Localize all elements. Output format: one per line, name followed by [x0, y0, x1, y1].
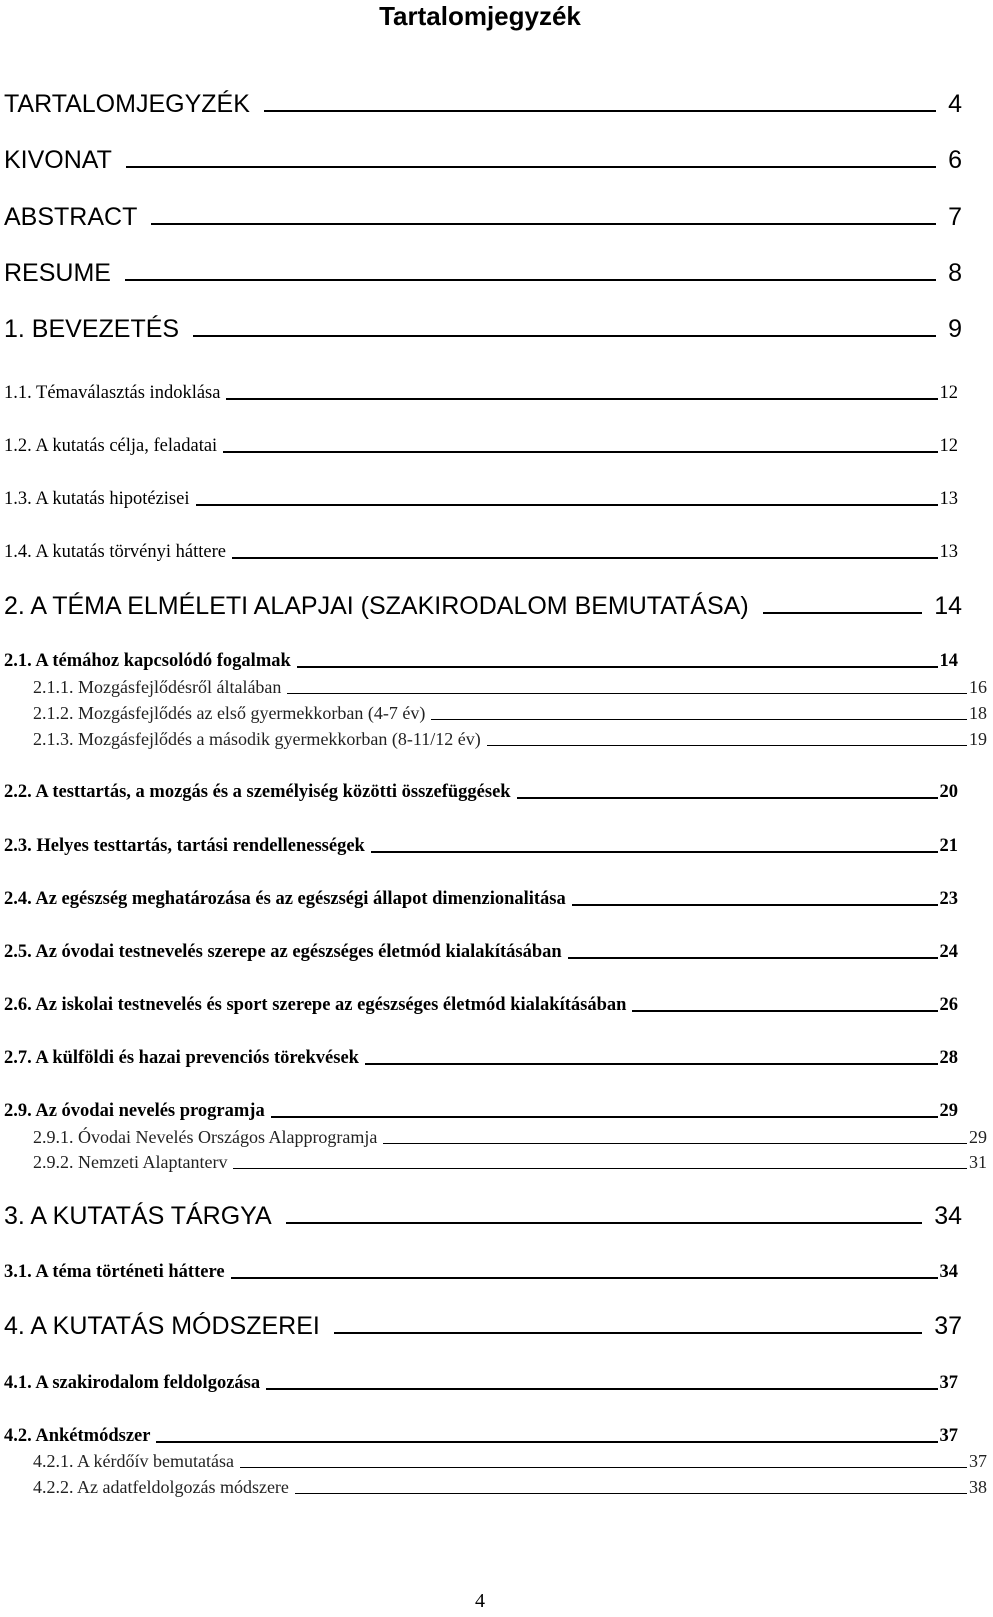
- toc-entry-page: 12: [939, 436, 958, 456]
- toc-entry[interactable]: [0, 1201, 964, 1231]
- toc-entry-page: 37: [934, 1312, 962, 1340]
- toc-entry-label: RESUME: [4, 259, 111, 287]
- toc-entry-label: 1.2. A kutatás célja, feladatai: [4, 436, 218, 456]
- toc-entry-page: 4: [948, 90, 962, 118]
- toc-entry-page: 29: [939, 1101, 958, 1121]
- toc-leader-line: [271, 1116, 938, 1118]
- toc-entry-page: 6: [948, 146, 962, 174]
- toc-entry[interactable]: [0, 541, 964, 563]
- page-number: 4: [475, 1590, 485, 1612]
- toc-leader-line: [264, 110, 936, 112]
- toc-entry-label: 3.1. A téma történeti háttere: [4, 1262, 225, 1282]
- toc-leader-line: [568, 957, 938, 959]
- toc-entry-label: 2.2. A testtartás, a mozgás és a személyiség közötti összefüggések: [4, 782, 511, 802]
- toc-entry-label: 1.3. A kutatás hipotézisei: [4, 489, 190, 509]
- toc-leader-line: [240, 1467, 967, 1468]
- toc-entry-page: 23: [939, 889, 958, 909]
- toc-entry-label: 2.3. Helyes testtartás, tartási rendellenességek: [4, 836, 365, 856]
- toc-entry[interactable]: [0, 781, 964, 803]
- toc-leader-line: [763, 612, 923, 614]
- toc-entry[interactable]: [0, 1311, 964, 1341]
- toc-entry-page: 34: [934, 1202, 962, 1230]
- toc-entry-label: 4.2.1. A kérdőív bemutatása: [33, 1451, 234, 1471]
- toc-entry-page: 26: [939, 995, 958, 1015]
- toc-leader-line: [572, 904, 938, 906]
- toc-entry-label: 1.4. A kutatás törvényi háttere: [4, 542, 226, 562]
- toc-entry-label: 2.6. Az iskolai testnevelés és sport szerepe az egészséges életmód kialakításában: [4, 995, 627, 1015]
- toc-entry-label: 4.2.2. Az adatfeldolgozás módszere: [33, 1477, 289, 1497]
- toc-entry[interactable]: [0, 1126, 993, 1148]
- toc-entry[interactable]: [0, 488, 964, 510]
- toc-entry-page: 37: [939, 1373, 958, 1393]
- toc-leader-line: [383, 1143, 967, 1144]
- toc-entry[interactable]: [0, 89, 964, 119]
- toc-entry[interactable]: [0, 941, 964, 963]
- toc-entry-label: 2.1.1. Mozgásfejlődésről általában: [33, 677, 282, 697]
- toc-entry[interactable]: [0, 1100, 964, 1122]
- toc-leader-line: [156, 1441, 937, 1443]
- toc-entry-label: 2.9. Az óvodai nevelés programja: [4, 1101, 265, 1121]
- toc-leader-line: [231, 1277, 938, 1279]
- toc-entry-page: 21: [939, 836, 958, 856]
- toc-entry-label: 2.1. A témához kapcsolódó fogalmak: [4, 651, 291, 671]
- page-title: Tartalomjegyzék: [379, 1, 581, 31]
- toc-leader-line: [286, 1222, 923, 1224]
- toc-entry-label: 2.4. Az egészség meghatározása és az egészségi állapot dimenzionalitása: [4, 889, 566, 909]
- toc-entry-page: 29: [969, 1127, 987, 1147]
- toc-leader-line: [295, 1493, 967, 1494]
- toc-entry[interactable]: [0, 676, 993, 698]
- toc-entry-page: 24: [939, 942, 958, 962]
- toc-entry[interactable]: [0, 702, 993, 724]
- toc-entry-page: 7: [948, 203, 962, 231]
- toc-entry-page: 13: [939, 489, 958, 509]
- toc-entry-label: 1. BEVEZETÉS: [4, 315, 180, 343]
- toc-leader-line: [371, 851, 938, 853]
- toc-leader-line: [125, 279, 936, 281]
- toc-entry-label: 2.9.2. Nemzeti Alaptanterv: [33, 1152, 228, 1172]
- toc-leader-line: [226, 398, 937, 400]
- toc-entry[interactable]: [0, 728, 993, 750]
- toc-entry[interactable]: [0, 435, 964, 457]
- toc-entry-label: 1.1. Témaválasztás indoklása: [4, 383, 221, 403]
- toc-leader-line: [431, 719, 967, 720]
- toc-leader-line: [632, 1010, 937, 1012]
- toc-entry[interactable]: [0, 1372, 964, 1394]
- toc-entry-label: ABSTRACT: [4, 203, 138, 231]
- toc-leader-line: [151, 223, 936, 225]
- toc-entry[interactable]: [0, 145, 964, 175]
- toc-leader-line: [233, 1168, 967, 1169]
- toc-entry-label: 2. A TÉMA ELMÉLETI ALAPJAI (SZAKIRODALOM BEMUTATÁSA): [4, 592, 749, 620]
- toc-entry-page: 19: [969, 729, 987, 749]
- toc-entry-label: 3. A KUTATÁS TÁRGYA: [4, 1202, 272, 1230]
- toc-entry[interactable]: [0, 835, 964, 857]
- toc-entry[interactable]: [0, 382, 964, 404]
- toc-entry[interactable]: [0, 650, 964, 672]
- toc-entry-page: 18: [969, 703, 987, 723]
- toc-entry[interactable]: [0, 888, 964, 910]
- toc-entry[interactable]: [0, 1151, 993, 1173]
- toc-leader-line: [126, 166, 936, 168]
- toc-entry-label: 2.1.2. Mozgásfejlődés az első gyermekkorban (4-7 év): [33, 703, 426, 723]
- toc-entry-page: 16: [969, 677, 987, 697]
- toc-leader-line: [266, 1388, 937, 1390]
- toc-entry-page: 38: [969, 1477, 987, 1497]
- toc-entry[interactable]: [0, 1047, 964, 1069]
- toc-entry[interactable]: [0, 1476, 993, 1498]
- toc-entry-page: 31: [969, 1152, 987, 1172]
- toc-entry-page: 34: [939, 1262, 958, 1282]
- toc-leader-line: [334, 1332, 922, 1334]
- toc-entry-page: 9: [948, 315, 962, 343]
- toc-entry-label: 2.1.3. Mozgásfejlődés a második gyermekkorban (8-11/12 év): [33, 729, 481, 749]
- toc-leader-line: [487, 745, 967, 746]
- toc-entry[interactable]: [0, 994, 964, 1016]
- toc-entry[interactable]: [0, 1450, 993, 1472]
- toc-entry-page: 28: [939, 1048, 958, 1068]
- toc-entry-label: TARTALOMJEGYZÉK: [4, 90, 250, 118]
- toc-entry[interactable]: [0, 202, 964, 232]
- toc-leader-line: [196, 504, 938, 506]
- toc-entry[interactable]: [0, 258, 964, 288]
- toc-entry-label: 4. A KUTATÁS MÓDSZEREI: [4, 1312, 320, 1340]
- toc-entry-label: 2.9.1. Óvodai Nevelés Országos Alapprogramja: [33, 1127, 378, 1147]
- toc-entry-page: 8: [948, 259, 962, 287]
- toc-leader-line: [297, 666, 938, 668]
- toc-entry-label: 4.1. A szakirodalom feldolgozása: [4, 1373, 261, 1393]
- toc-leader-line: [287, 693, 967, 694]
- toc-entry-label: 2.5. Az óvodai testnevelés szerepe az egészséges életmód kialakításában: [4, 942, 562, 962]
- toc-entry-label: 4.2. Ankétmódszer: [4, 1426, 151, 1446]
- toc-leader-line: [517, 797, 938, 799]
- toc-entry[interactable]: [0, 1261, 964, 1283]
- toc-entry-page: 37: [969, 1451, 987, 1471]
- toc-entry-page: 14: [939, 651, 958, 671]
- toc-entry-page: 14: [934, 592, 962, 620]
- toc-entry[interactable]: [0, 1425, 964, 1447]
- toc-entry-label: 2.7. A külföldi és hazai prevenciós törekvések: [4, 1048, 359, 1068]
- toc-leader-line: [232, 557, 938, 559]
- toc-entry[interactable]: [0, 591, 964, 621]
- toc-entry-label: KIVONAT: [4, 146, 112, 174]
- toc-leader-line: [223, 451, 937, 453]
- toc-entry-page: 37: [939, 1426, 958, 1446]
- toc-leader-line: [193, 335, 936, 337]
- toc-entry-page: 20: [939, 782, 958, 802]
- toc-entry[interactable]: [0, 314, 964, 344]
- toc-entry-page: 12: [939, 383, 958, 403]
- toc-entry-page: 13: [939, 542, 958, 562]
- toc-leader-line: [365, 1063, 938, 1065]
